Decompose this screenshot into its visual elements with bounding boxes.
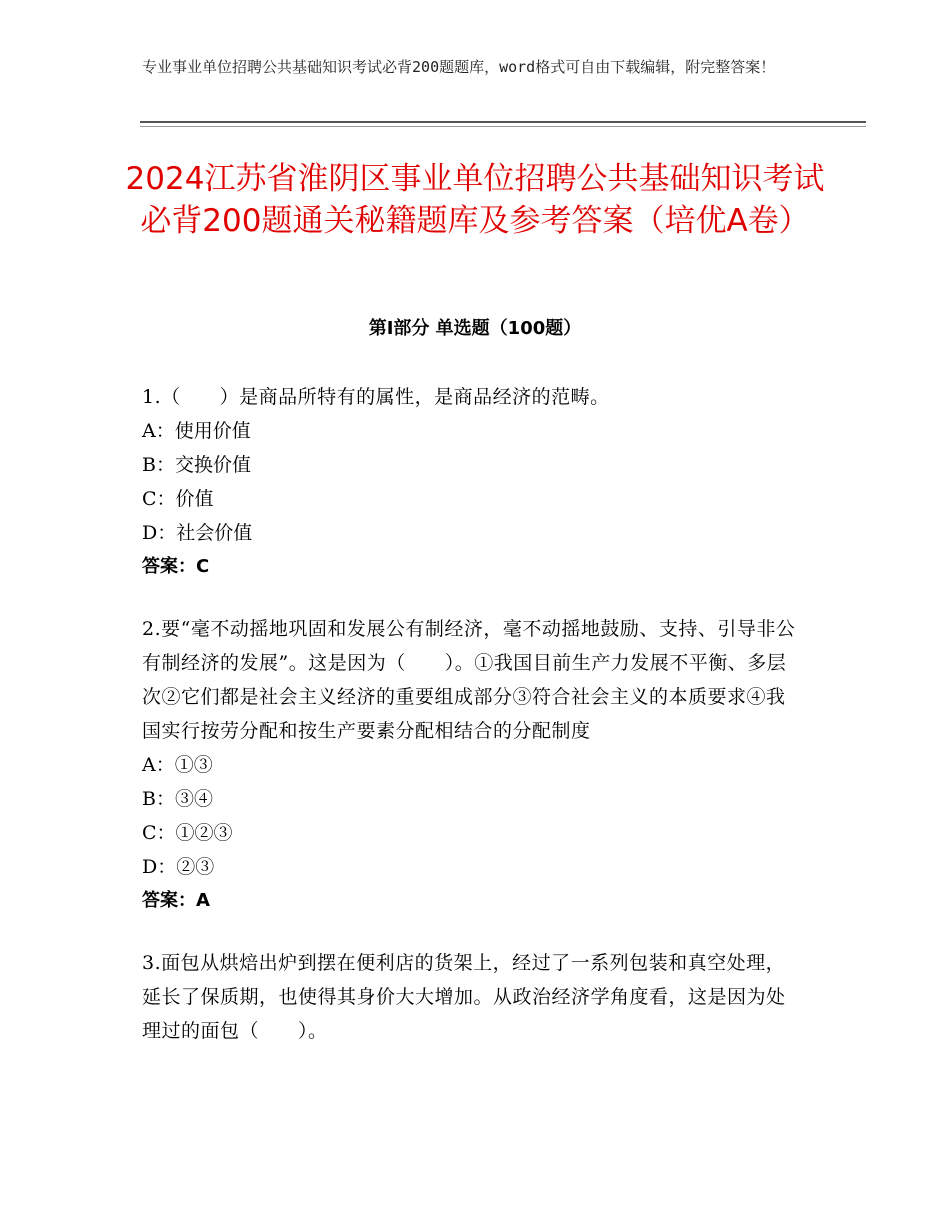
option-d: D：社会价值 [142,522,253,544]
document-title: 2024江苏省淮阴区事业单位招聘公共基础知识考试必背200题通关秘籍题库及参考答案（培优A卷） [125,161,825,239]
option-a: A：①③ [142,754,213,776]
header-divider-thick [140,121,866,123]
option-b: B：③④ [142,788,213,810]
question-2 [142,612,802,918]
question-stem: 2.要“毫不动摇地巩固和发展公有制经济，毫不动摇地鼓励、支持、引导非公有制经济的发展”。这是因为（ ）。①我国目前生产力发展不平衡、多层次②它们都是社会主义经济的重要组成部分③符合社会主义的本质要求④我国实行按劳分配和按生产要素分配相结合的分配制度 [142,618,796,742]
question-stem: 3.面包从烘焙出炉到摆在便利店的货架上，经过了一系列包装和真空处理，延长了保质期，也使得其身价大大增加。从政治经济学角度看，这是因为处理过的面包（ ）。 [142,952,786,1042]
option-b: B：交换价值 [142,454,251,476]
header-divider-thin [140,126,866,127]
header-note: 专业事业单位招聘公共基础知识考试必背200题题库，word格式可自由下载编辑，附完整答案！ [142,58,776,76]
question-stem: 1.（ ）是商品所特有的属性，是商品经济的范畴。 [142,386,610,408]
option-c: C：价值 [142,488,214,510]
option-c: C：①②③ [142,822,233,844]
option-d: D：②③ [142,856,215,878]
question-list [142,380,802,1076]
option-a: A：使用价值 [142,420,251,442]
question-3 [142,946,802,1048]
question-1 [142,380,802,584]
answer-label: 答案：A [142,890,210,911]
section-heading: 第Ⅰ部分 单选题（100题） [368,318,582,339]
answer-label: 答案：C [142,556,210,577]
